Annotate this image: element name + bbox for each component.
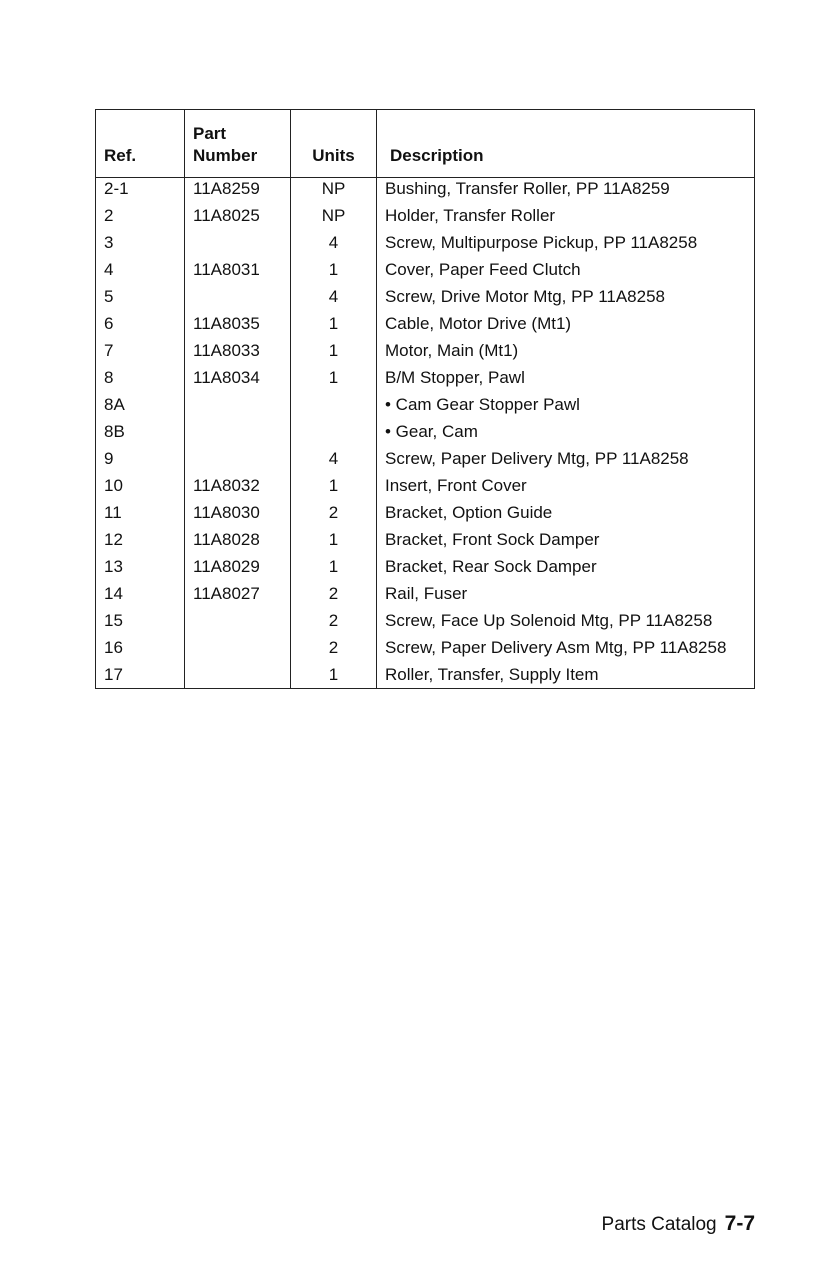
cell-part-number: 11A8032 — [185, 473, 291, 500]
header-description: Description — [377, 110, 755, 178]
cell-part-number — [185, 635, 291, 662]
page-footer — [602, 1212, 755, 1236]
cell-part-number — [185, 608, 291, 635]
table-row — [96, 284, 755, 311]
table-row — [96, 500, 755, 527]
cell-units: 1 — [291, 473, 377, 500]
header-part-line2: Number — [193, 146, 258, 165]
table-row — [96, 230, 755, 257]
cell-part-number: 11A8031 — [185, 257, 291, 284]
table-row — [96, 635, 755, 662]
parts-table — [95, 109, 755, 689]
cell-description: Holder, Transfer Roller — [377, 203, 755, 230]
header-ref: Ref. — [96, 110, 185, 178]
table-row — [96, 203, 755, 230]
cell-part-number: 11A8033 — [185, 338, 291, 365]
cell-units: 1 — [291, 554, 377, 581]
cell-description: Motor, Main (Mt1) — [377, 338, 755, 365]
cell-ref: 9 — [104, 449, 114, 468]
table-row — [96, 581, 755, 608]
cell-ref: 8A — [104, 395, 125, 414]
header-part-line1: Part — [193, 124, 227, 143]
table-row — [96, 608, 755, 635]
cell-description: • Cam Gear Stopper Pawl — [377, 392, 755, 419]
cell-part-number: 11A8028 — [185, 527, 291, 554]
cell-units: 4 — [291, 284, 377, 311]
cell-units: 2 — [291, 500, 377, 527]
footer-page-number: 7-7 — [724, 1212, 755, 1235]
table-header-row — [96, 110, 755, 178]
cell-description: Bracket, Rear Sock Damper — [377, 554, 755, 581]
cell-description: Roller, Transfer, Supply Item — [377, 662, 755, 689]
cell-ref: 11 — [104, 503, 122, 522]
cell-ref: 7 — [104, 341, 114, 360]
cell-ref: 16 — [104, 638, 123, 657]
table-row — [96, 527, 755, 554]
cell-ref: 17 — [104, 665, 123, 684]
cell-part-number: 11A8027 — [185, 581, 291, 608]
cell-ref: 5 — [104, 287, 114, 306]
cell-part-number: 11A8030 — [185, 500, 291, 527]
cell-units: NP — [291, 178, 377, 204]
cell-description: Insert, Front Cover — [377, 473, 755, 500]
cell-units: 2 — [291, 635, 377, 662]
cell-part-number: 11A8034 — [185, 365, 291, 392]
cell-ref: 13 — [104, 557, 123, 576]
cell-ref: 8B — [104, 422, 125, 441]
cell-description: Rail, Fuser — [377, 581, 755, 608]
cell-description: Screw, Paper Delivery Mtg, PP 11A8258 — [377, 446, 755, 473]
cell-description: • Gear, Cam — [377, 419, 755, 446]
cell-units: 1 — [291, 311, 377, 338]
cell-description: Bushing, Transfer Roller, PP 11A8259 — [377, 178, 755, 204]
cell-ref: 15 — [104, 611, 123, 630]
cell-description: Screw, Face Up Solenoid Mtg, PP 11A8258 — [377, 608, 755, 635]
cell-part-number — [185, 662, 291, 689]
header-part-number — [185, 110, 291, 178]
cell-part-number — [185, 446, 291, 473]
cell-units: NP — [291, 203, 377, 230]
cell-ref: 2-1 — [104, 179, 129, 198]
cell-units: 1 — [291, 257, 377, 284]
cell-ref: 6 — [104, 314, 114, 333]
table-body — [96, 178, 755, 689]
cell-description: Bracket, Option Guide — [377, 500, 755, 527]
cell-part-number — [185, 284, 291, 311]
cell-part-number — [185, 392, 291, 419]
cell-part-number — [185, 419, 291, 446]
cell-ref: 10 — [104, 476, 123, 495]
cell-ref: 8 — [104, 368, 114, 387]
table-row — [96, 178, 755, 204]
table-row — [96, 257, 755, 284]
table-row — [96, 311, 755, 338]
cell-part-number — [185, 230, 291, 257]
cell-units: 1 — [291, 338, 377, 365]
table-row — [96, 419, 755, 446]
table-row — [96, 662, 755, 689]
cell-part-number: 11A8259 — [185, 178, 291, 204]
cell-units — [291, 392, 377, 419]
table-row — [96, 446, 755, 473]
cell-units: 1 — [291, 527, 377, 554]
table-row — [96, 392, 755, 419]
cell-description: Screw, Multipurpose Pickup, PP 11A8258 — [377, 230, 755, 257]
cell-units: 2 — [291, 608, 377, 635]
table-row — [96, 338, 755, 365]
cell-units: 1 — [291, 662, 377, 689]
cell-description: Cover, Paper Feed Clutch — [377, 257, 755, 284]
table-row — [96, 365, 755, 392]
cell-description: Screw, Drive Motor Mtg, PP 11A8258 — [377, 284, 755, 311]
cell-units: 2 — [291, 581, 377, 608]
cell-ref: 14 — [104, 584, 123, 603]
header-units: Units — [291, 110, 377, 178]
cell-part-number: 11A8035 — [185, 311, 291, 338]
cell-units: 4 — [291, 230, 377, 257]
cell-units: 1 — [291, 365, 377, 392]
cell-description: Bracket, Front Sock Damper — [377, 527, 755, 554]
cell-ref: 4 — [104, 260, 114, 279]
cell-part-number: 11A8029 — [185, 554, 291, 581]
cell-ref: 12 — [104, 530, 123, 549]
cell-description: Screw, Paper Delivery Asm Mtg, PP 11A8258 — [377, 635, 755, 662]
cell-ref: 2 — [104, 206, 114, 225]
cell-part-number: 11A8025 — [185, 203, 291, 230]
cell-units: 4 — [291, 446, 377, 473]
cell-ref: 3 — [104, 233, 114, 252]
table-row — [96, 473, 755, 500]
footer-section-title: Parts Catalog — [601, 1214, 717, 1235]
cell-units — [291, 419, 377, 446]
cell-description: B/M Stopper, Pawl — [377, 365, 755, 392]
table-row — [96, 554, 755, 581]
cell-description: Cable, Motor Drive (Mt1) — [377, 311, 755, 338]
